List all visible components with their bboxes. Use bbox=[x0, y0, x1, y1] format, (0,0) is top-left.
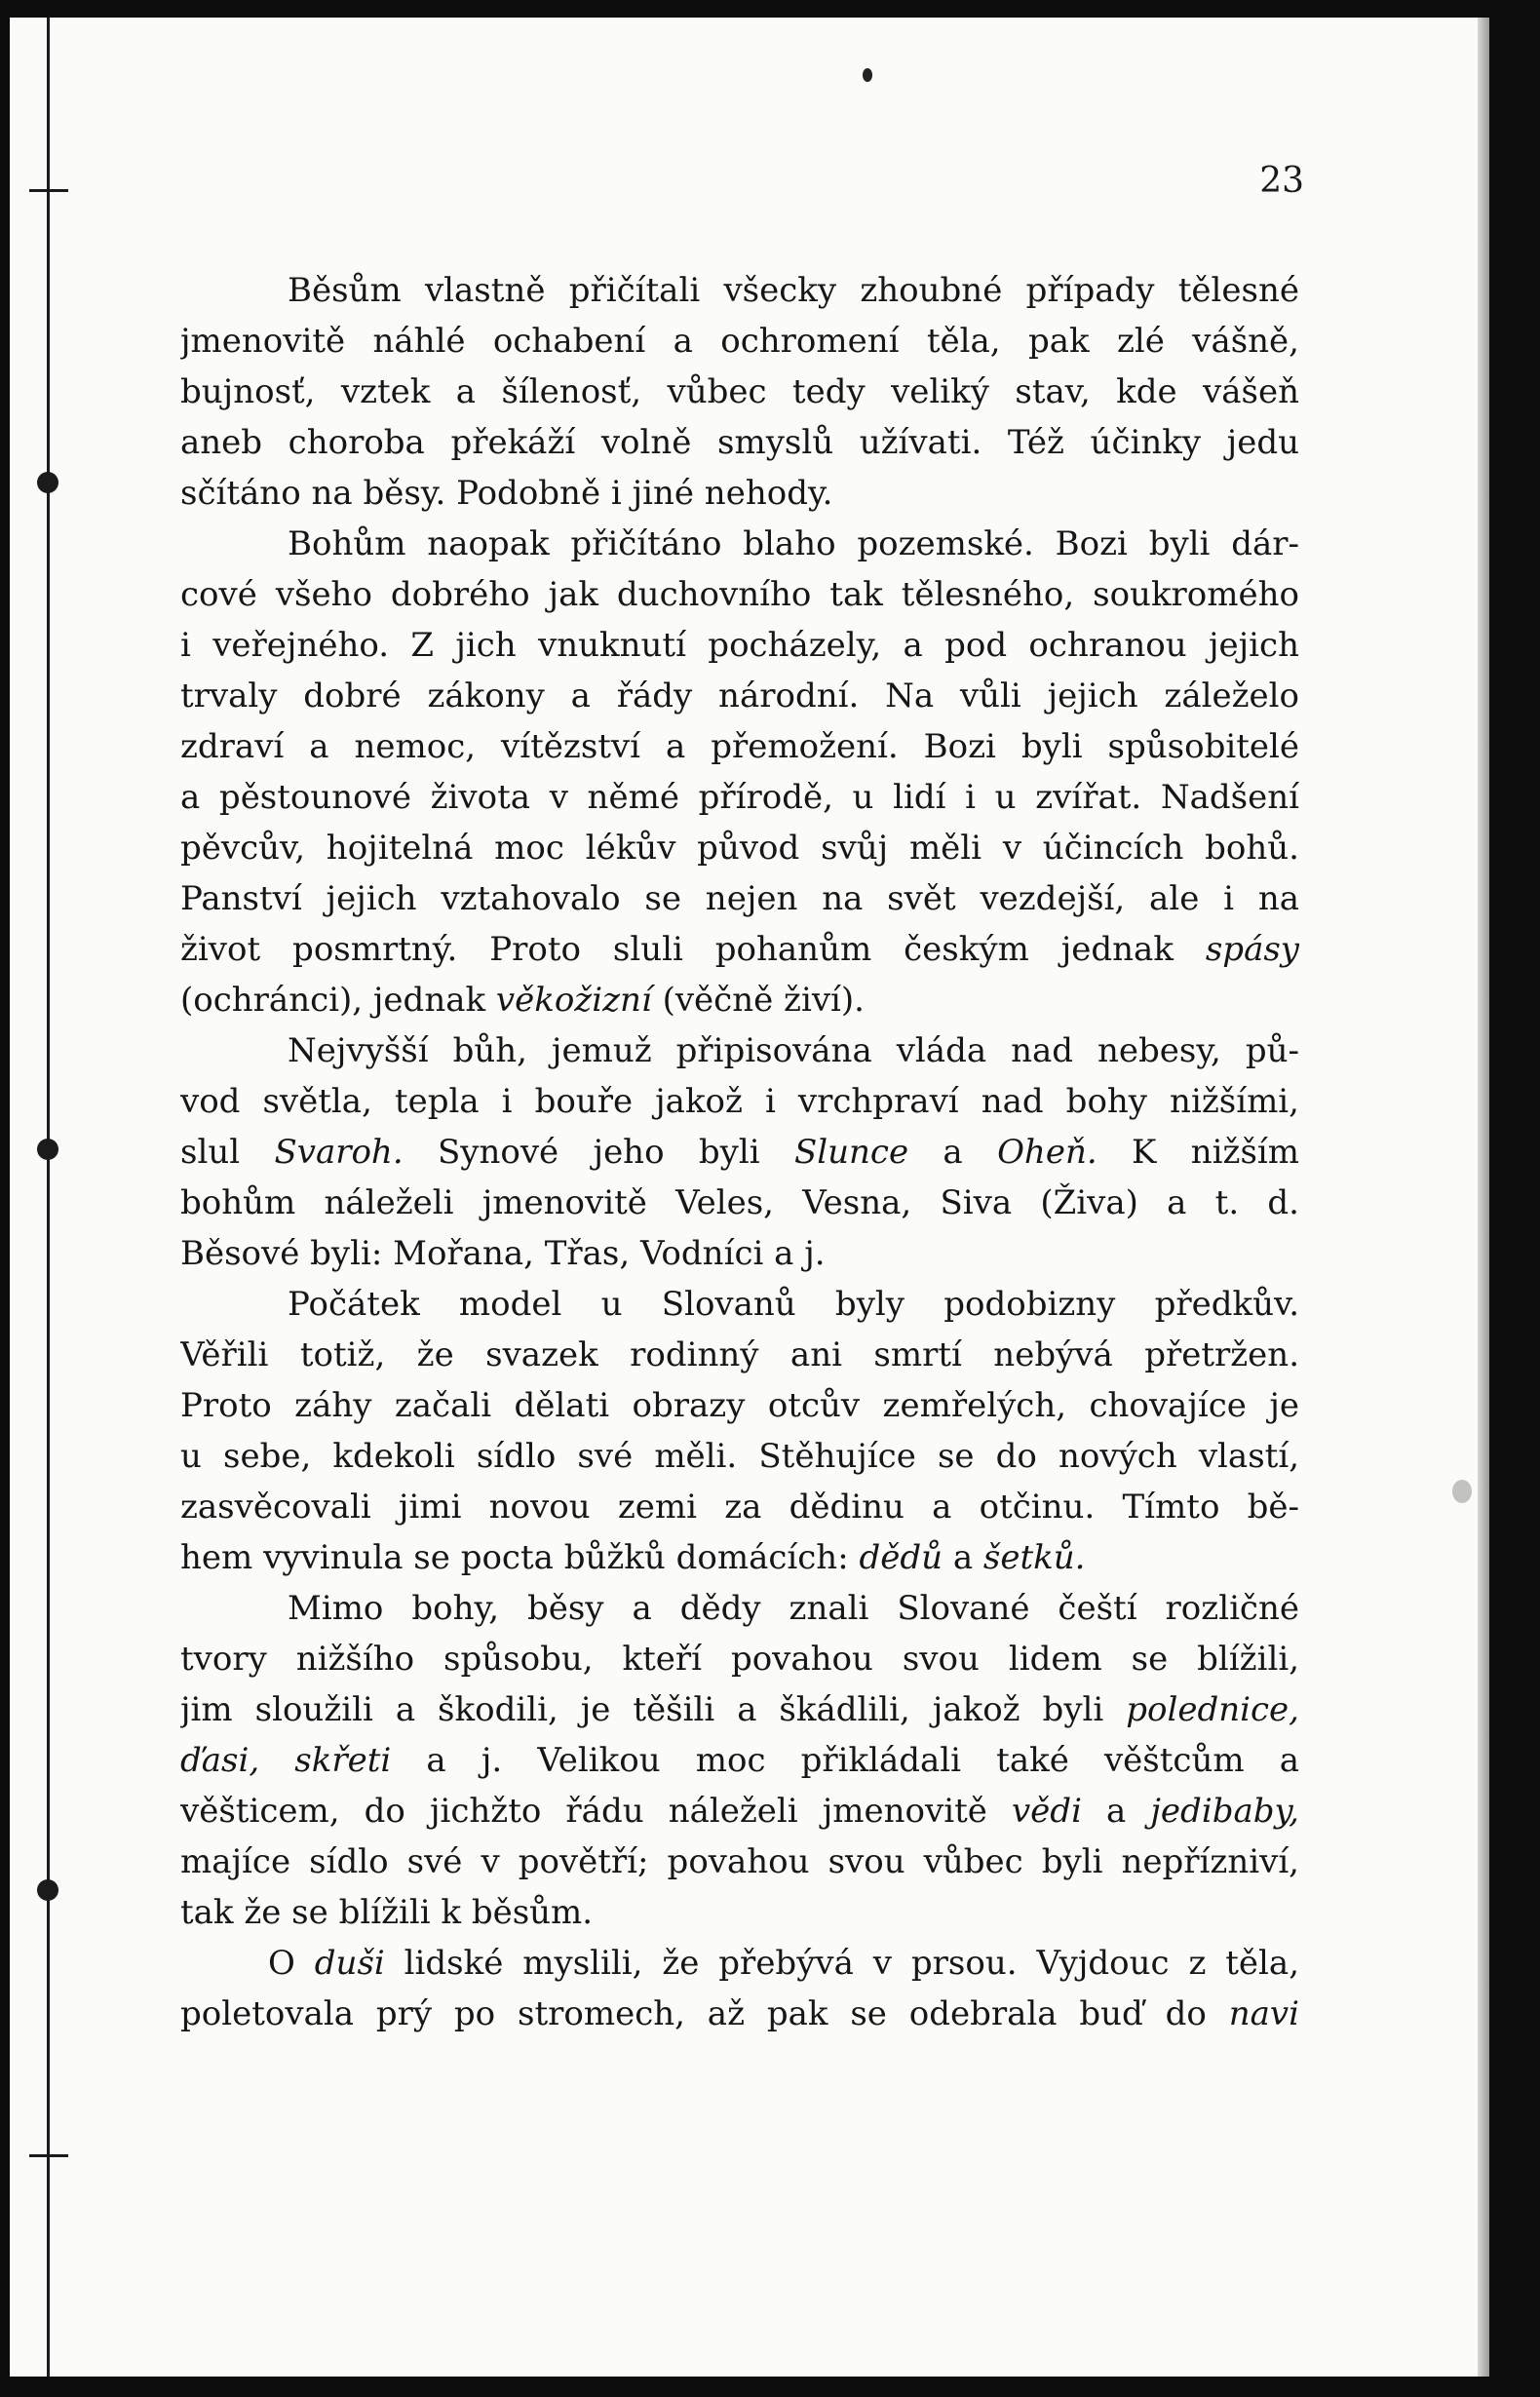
italic-term: vědi bbox=[1011, 1792, 1082, 1831]
italic-term: věkožizní bbox=[495, 981, 652, 1020]
text-run: a bbox=[1081, 1792, 1151, 1831]
text-run: (ochránci), jednak bbox=[180, 981, 496, 1020]
text-line bbox=[180, 1380, 1299, 1431]
italic-term: duši bbox=[314, 1944, 385, 1983]
text-run: a bbox=[943, 1538, 983, 1577]
text-run: Synové jeho byli bbox=[403, 1133, 794, 1172]
text-run: K nižším bbox=[1097, 1133, 1299, 1172]
text-line bbox=[180, 1583, 1299, 1634]
text-run: a pěstounové života v němé přírodě, u lidí i u zvířat. Nadšení bbox=[180, 778, 1299, 817]
binding-mark bbox=[37, 472, 58, 493]
text-line bbox=[180, 1482, 1299, 1532]
text-run: zasvěcovali jimi novou zemi za dědinu a otčinu. Tímto bě- bbox=[180, 1488, 1299, 1527]
text-line bbox=[180, 975, 1299, 1025]
text-run: bohům náleželi jmenovitě Veles, Vesna, Siva (Živa) a t. d. bbox=[180, 1183, 1299, 1222]
text-run: a bbox=[908, 1133, 998, 1172]
text-run: věšticem, do jichžto řádu náleželi jmenovitě bbox=[180, 1792, 1012, 1831]
text-run: Proto záhy začali dělati obrazy otcův zemřelých, chovajíce je bbox=[180, 1386, 1299, 1425]
text-line bbox=[180, 1279, 1299, 1330]
text-line bbox=[180, 620, 1299, 671]
italic-term: Oheň. bbox=[997, 1133, 1097, 1172]
binding-mark bbox=[37, 1879, 58, 1901]
italic-term: dědů bbox=[859, 1538, 943, 1577]
text-line bbox=[180, 1786, 1299, 1836]
text-run: Bohům naopak přičítáno blaho pozemské. Bozi byli dár- bbox=[288, 524, 1299, 563]
text-run: lidské myslili, že přebývá v prsou. Vyjdouc z těla, bbox=[384, 1944, 1299, 1983]
ink-dot bbox=[863, 68, 872, 82]
text-run: trvaly dobré zákony a řády národní. Na vůli jejich záleželo bbox=[180, 677, 1299, 715]
italic-term: polednice, bbox=[1126, 1690, 1299, 1729]
text-line bbox=[180, 1025, 1299, 1076]
text-line bbox=[180, 671, 1299, 721]
text-run: hem vyvinula se pocta bůžků domácích: bbox=[180, 1538, 860, 1577]
text-run: tvory nižšího spůsobu, kteří povahou svou lidem se blížili, bbox=[180, 1640, 1299, 1679]
text-line bbox=[180, 823, 1299, 873]
binding-edge bbox=[47, 18, 50, 2377]
italic-term: jedibaby, bbox=[1150, 1792, 1299, 1831]
text-line bbox=[180, 772, 1299, 823]
text-run: (věčně živí). bbox=[651, 981, 865, 1020]
text-line bbox=[180, 417, 1299, 468]
text-line bbox=[180, 1431, 1299, 1482]
text-line bbox=[180, 1127, 1299, 1178]
text-line bbox=[180, 519, 1299, 569]
text-run: u sebe, kdekoli sídlo své měli. Stěhujíce se do nových vlastí, bbox=[180, 1437, 1299, 1476]
text-run: poletovala prý po stromech, až pak se odebrala buď do bbox=[180, 1994, 1229, 2033]
text-line bbox=[180, 569, 1299, 620]
binding-tick bbox=[29, 2154, 68, 2157]
text-line bbox=[180, 367, 1299, 417]
text-line bbox=[180, 1076, 1299, 1127]
text-line bbox=[180, 265, 1299, 316]
text-run: Běsům vlastně přičítali všecky zhoubné případy tělesné bbox=[288, 271, 1299, 310]
page-right-edge bbox=[1478, 18, 1489, 2377]
text-run: jim sloužili a škodili, je těšili a škádlili, jakož byli bbox=[180, 1690, 1127, 1729]
italic-term: spásy bbox=[1205, 930, 1299, 969]
text-line bbox=[180, 1887, 1299, 1938]
text-run: i veřejného. Z jich vnuknutí pocházely, a pod ochranou jejich bbox=[180, 626, 1299, 665]
text-run: tak že se blížili k běsům. bbox=[180, 1893, 594, 1932]
text-run: sčítáno na běsy. Podobně i jiné nehody. bbox=[180, 474, 833, 513]
italic-term: ďasi, skřeti bbox=[180, 1741, 392, 1780]
text-line bbox=[180, 924, 1299, 975]
body-text bbox=[180, 265, 1299, 2039]
italic-term: šetků. bbox=[982, 1538, 1086, 1577]
text-line bbox=[180, 1938, 1299, 1989]
text-run: jmenovitě náhlé ochabení a ochromení těla, pak zlé vášně, bbox=[180, 322, 1299, 361]
text-run: slul bbox=[180, 1133, 275, 1172]
text-run: vod světla, tepla i bouře jakož i vrchpraví nad bohy nižšími, bbox=[180, 1082, 1299, 1121]
text-run: Běsové byli: Mořana, Třas, Vodníci a j. bbox=[180, 1234, 826, 1273]
text-run: Věřili totiž, že svazek rodinný ani smrtí nebývá přetržen. bbox=[180, 1335, 1299, 1374]
text-line bbox=[180, 316, 1299, 367]
text-line bbox=[180, 721, 1299, 772]
text-run: Nejvyšší bůh, jemuž připisována vláda nad nebesy, pů- bbox=[288, 1031, 1299, 1070]
italic-term: Slunce bbox=[793, 1133, 909, 1172]
text-run: cové všeho dobrého jak duchovního tak tělesného, soukromého bbox=[180, 575, 1299, 614]
binding-mark bbox=[37, 1139, 58, 1160]
text-run: aneb choroba překáží volně smyslů užívati. Též účinky jedu bbox=[180, 423, 1299, 462]
binding-tick bbox=[29, 189, 68, 192]
text-run: bujnosť, vztek a šílenosť, vůbec tedy veliký stav, kde vášeň bbox=[180, 372, 1299, 411]
text-line bbox=[180, 1684, 1299, 1735]
text-run: a j. Velikou moc přikládali také věštcům a bbox=[391, 1741, 1299, 1780]
page-number: 23 bbox=[1259, 161, 1304, 201]
text-line bbox=[180, 1634, 1299, 1684]
text-run: Mimo bohy, běsy a dědy znali Slované čeští rozličné bbox=[288, 1589, 1299, 1628]
text-run: majíce sídlo své v povětří; povahou svou vůbec byli nepřízniví, bbox=[180, 1842, 1299, 1881]
italic-term: Svaroh. bbox=[274, 1133, 404, 1172]
italic-term: navi bbox=[1228, 1994, 1299, 2033]
text-line bbox=[180, 1330, 1299, 1380]
text-line bbox=[180, 1178, 1299, 1228]
text-run: život posmrtný. Proto sluli pohanům českým jednak bbox=[180, 930, 1206, 969]
text-line bbox=[180, 1532, 1299, 1583]
text-line bbox=[180, 468, 1299, 519]
text-run: Počátek model u Slovanů byly podobizny předkův. bbox=[288, 1285, 1299, 1324]
text-run: Panství jejich vztahovalo se nejen na svět vezdejší, ale i na bbox=[180, 879, 1299, 918]
text-line bbox=[180, 1228, 1299, 1279]
text-run: zdraví a nemoc, vítězství a přemožení. Bozi byli spůsobitelé bbox=[180, 727, 1299, 766]
text-line bbox=[180, 1989, 1299, 2039]
text-run: O bbox=[268, 1944, 315, 1983]
text-line bbox=[180, 1836, 1299, 1887]
text-line bbox=[180, 1735, 1299, 1786]
text-run: pěvcův, hojitelná moc lékův původ svůj měli v účincích bohů. bbox=[180, 829, 1299, 868]
text-line bbox=[180, 873, 1299, 924]
ink-smudge bbox=[1452, 1480, 1472, 1503]
